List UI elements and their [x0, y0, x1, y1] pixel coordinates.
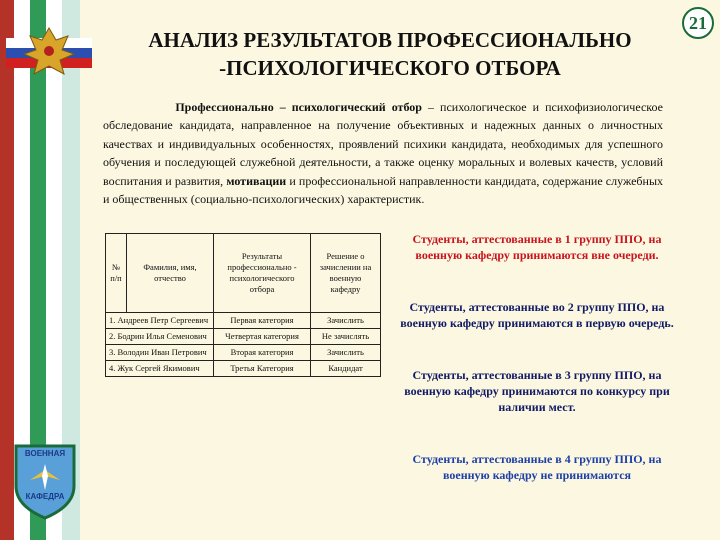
emblem-text-top: ВОЕННАЯ [24, 449, 66, 458]
page-number: 21 [689, 13, 707, 33]
page-title [100, 26, 680, 82]
title-line-2: -ПСИХОЛОГИЧЕСКОГО ОТБОРА [219, 56, 561, 80]
table-row [106, 329, 381, 345]
table-row [106, 361, 381, 377]
cell-result: Первая категория [214, 313, 311, 329]
definition-lead: Профессионально – психологический отбор [175, 100, 422, 114]
table-row [106, 313, 381, 329]
definition-paragraph [103, 98, 663, 208]
cell-decision: Кандидат [311, 361, 381, 377]
header-result: Результаты профессионально - психологического отбора [214, 234, 311, 313]
results-table [105, 233, 381, 377]
cell-result: Третья Категория [214, 361, 311, 377]
page-number-badge [681, 6, 715, 40]
cell-name: 1. Андреев Петр Сергеевич [106, 313, 214, 329]
definition-text-1: – психологическое и психофизиологическое обследование кандидата, направленное на получение объективных и надежных данных о личностных качествах и индивидуальных особенностях, проявлений психики кандидата, необходимых для успешного обучения и последующей служебной деятельности, а также оценку моральных и волевых качеств, условий воспитания и развития, [103, 100, 663, 188]
header-name: Фамилия, имя, отчество [127, 234, 214, 313]
flag-eagle-emblem [4, 20, 94, 82]
note-group-1: Студенты, аттестованные в 1 группу ППО, на военную кафедру принимаются вне очереди. [412, 232, 662, 262]
title-line-1: АНАЛИЗ РЕЗУЛЬТАТОВ ПРОФЕССИОНАЛЬНО [148, 28, 632, 52]
table-row [106, 345, 381, 361]
note-group-2: Студенты, аттестованные во 2 группу ППО, на военную кафедру принимаются в первую очередь. [400, 300, 674, 330]
emblem-text-bottom: КАФЕДРА [25, 492, 65, 501]
cell-decision: Зачислить [311, 345, 381, 361]
cell-decision: Не зачислять [311, 329, 381, 345]
note-group-3: Студенты, аттестованные в 3 группу ППО, на военную кафедру принимаются по конкурсу при наличии мест. [404, 368, 670, 414]
cell-name: 4. Жук Сергей Якимович [106, 361, 214, 377]
note-group-4: Студенты, аттестованные в 4 группу ППО, на военную кафедру не принимаются [412, 452, 662, 482]
header-decision: Решение о зачислении на военную кафедру [311, 234, 381, 313]
cell-name: 3. Володин Иван Петрович [106, 345, 214, 361]
cell-name: 2. Бодрин Илья Семенович [106, 329, 214, 345]
definition-text-2: и профессиональной направленности кандидата, содержание служебных и общественных (социально-психологических) характеристик. [103, 173, 663, 207]
cell-result: Вторая категория [214, 345, 311, 361]
cell-result: Четвертая категория [214, 329, 311, 345]
cell-decision: Зачислить [311, 313, 381, 329]
table-header-row [106, 234, 381, 313]
definition-motivation: мотивации [226, 173, 287, 188]
header-number: № п/п [106, 234, 127, 313]
military-department-emblem [10, 440, 80, 520]
